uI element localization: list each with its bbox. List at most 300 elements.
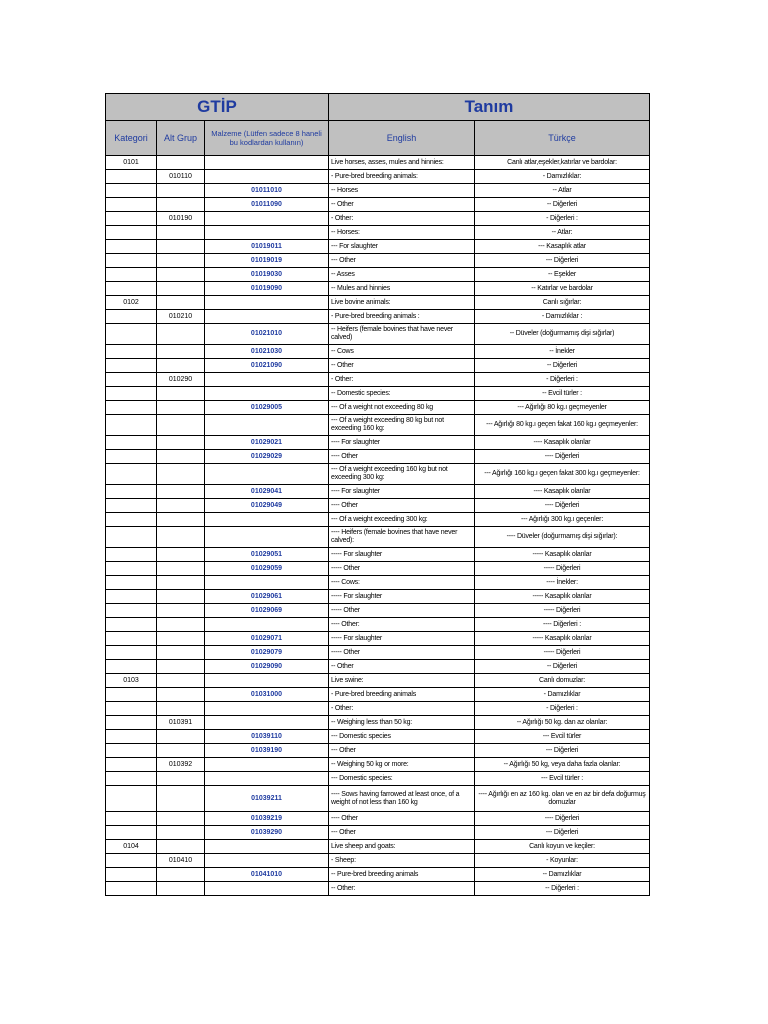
english-description-cell: ---- Other	[329, 812, 475, 826]
gtip-code-cell: 01029041	[205, 485, 329, 499]
english-description-cell: --- Other	[329, 744, 475, 758]
table-row	[106, 324, 650, 345]
kategori-cell: 0104	[106, 840, 157, 854]
table-row	[106, 359, 650, 373]
table-row	[106, 282, 650, 296]
alt-grup-cell	[157, 548, 205, 562]
turkce-description-cell: -- Evcil türler :	[475, 387, 650, 401]
gtip-code-cell: 01019090	[205, 282, 329, 296]
english-description-cell: - Pure-bred breeding animals:	[329, 170, 475, 184]
alt-grup-cell	[157, 499, 205, 513]
gtip-code-cell: 01029069	[205, 604, 329, 618]
table-row	[106, 840, 650, 854]
english-description-cell: ---- For slaughter	[329, 485, 475, 499]
english-description-cell: - Other:	[329, 702, 475, 716]
turkce-description-cell: ----- Kasaplık olanlar	[475, 590, 650, 604]
turkce-description-cell: Canlı sığırlar:	[475, 296, 650, 310]
kategori-cell	[106, 632, 157, 646]
kategori-cell	[106, 226, 157, 240]
turkce-description-cell: -- Atlar	[475, 184, 650, 198]
alt-grup-cell: 010210	[157, 310, 205, 324]
table-row	[106, 436, 650, 450]
alt-grup-cell	[157, 527, 205, 548]
alt-grup-cell	[157, 184, 205, 198]
table-row	[106, 826, 650, 840]
gtip-code-cell: 01019011	[205, 240, 329, 254]
gtip-code-cell	[205, 513, 329, 527]
kategori-cell	[106, 212, 157, 226]
kategori-cell	[106, 499, 157, 513]
english-description-cell: -- Cows	[329, 345, 475, 359]
turkce-description-cell: -- Damızlıklar	[475, 868, 650, 882]
gtip-code-cell: 01029049	[205, 499, 329, 513]
header-english: English	[329, 121, 475, 156]
kategori-cell	[106, 854, 157, 868]
table-row	[106, 688, 650, 702]
english-description-cell: Live bovine animals:	[329, 296, 475, 310]
header-gtip: GTİP	[106, 94, 329, 121]
kategori-cell	[106, 562, 157, 576]
table-row	[106, 387, 650, 401]
turkce-description-cell: ---- Diğerleri :	[475, 618, 650, 632]
gtip-code-cell: 01039211	[205, 786, 329, 812]
table-row	[106, 268, 650, 282]
table-row	[106, 562, 650, 576]
gtip-code-cell	[205, 576, 329, 590]
kategori-cell	[106, 198, 157, 212]
turkce-description-cell: ---- Düveler (doğurmamış dişi sığırlar):	[475, 527, 650, 548]
turkce-description-cell: -- Diğerleri	[475, 359, 650, 373]
kategori-cell	[106, 702, 157, 716]
alt-grup-cell: 010392	[157, 758, 205, 772]
kategori-cell	[106, 401, 157, 415]
kategori-cell	[106, 513, 157, 527]
kategori-cell	[106, 527, 157, 548]
gtip-code-cell	[205, 882, 329, 896]
gtip-code-cell	[205, 212, 329, 226]
gtip-code-cell: 01019019	[205, 254, 329, 268]
english-description-cell: -- Mules and hinnies	[329, 282, 475, 296]
alt-grup-cell: 010190	[157, 212, 205, 226]
kategori-cell	[106, 786, 157, 812]
gtip-code-cell	[205, 296, 329, 310]
english-description-cell: -- Weighing less than 50 kg:	[329, 716, 475, 730]
gtip-code-cell: 01039290	[205, 826, 329, 840]
table-row	[106, 548, 650, 562]
gtip-code-cell	[205, 527, 329, 548]
table-row	[106, 254, 650, 268]
table-row	[106, 310, 650, 324]
alt-grup-cell	[157, 674, 205, 688]
turkce-description-cell: ---- İnekler:	[475, 576, 650, 590]
gtip-code-cell: 01029005	[205, 401, 329, 415]
alt-grup-cell	[157, 688, 205, 702]
english-description-cell: - Other:	[329, 373, 475, 387]
gtip-code-cell	[205, 758, 329, 772]
alt-grup-cell	[157, 840, 205, 854]
kategori-cell	[106, 758, 157, 772]
table-row	[106, 604, 650, 618]
turkce-description-cell: ----- Kasaplık olanlar	[475, 632, 650, 646]
turkce-description-cell: ---- Kasaplık olanlar	[475, 485, 650, 499]
table-row	[106, 660, 650, 674]
gtip-code-cell	[205, 674, 329, 688]
turkce-description-cell: -- Diğerleri :	[475, 882, 650, 896]
table-row	[106, 212, 650, 226]
alt-grup-cell	[157, 436, 205, 450]
kategori-cell: 0101	[106, 156, 157, 170]
alt-grup-cell: 010391	[157, 716, 205, 730]
table-row	[106, 156, 650, 170]
kategori-cell	[106, 646, 157, 660]
alt-grup-cell	[157, 415, 205, 436]
turkce-description-cell: --- Ağırlığı 80 kg.ı geçmeyenler	[475, 401, 650, 415]
kategori-cell	[106, 604, 157, 618]
table-row	[106, 198, 650, 212]
kategori-cell	[106, 772, 157, 786]
gtip-code-cell: 01021090	[205, 359, 329, 373]
kategori-cell: 0103	[106, 674, 157, 688]
kategori-cell	[106, 282, 157, 296]
english-description-cell: ---- Other	[329, 450, 475, 464]
alt-grup-cell	[157, 387, 205, 401]
turkce-description-cell: --- Evcil türler	[475, 730, 650, 744]
english-description-cell: - Pure-bred breeding animals	[329, 688, 475, 702]
english-description-cell: Live swine:	[329, 674, 475, 688]
turkce-description-cell: ----- Diğerleri	[475, 604, 650, 618]
alt-grup-cell	[157, 324, 205, 345]
alt-grup-cell	[157, 485, 205, 499]
turkce-description-cell: --- Ağırlığı 160 kg.ı geçen fakat 300 kg.ı geçmeyenler:	[475, 464, 650, 485]
table-body	[106, 156, 650, 896]
english-description-cell: --- Of a weight exceeding 160 kg but not exceeding 300 kg:	[329, 464, 475, 485]
kategori-cell	[106, 268, 157, 282]
turkce-description-cell: ---- Ağırlığı en az 160 kg. olan ve en az bir defa doğurmuş domuzlar	[475, 786, 650, 812]
kategori-cell	[106, 485, 157, 499]
gtip-table	[105, 93, 650, 896]
english-description-cell: - Sheep:	[329, 854, 475, 868]
turkce-description-cell: --- Diğerleri	[475, 826, 650, 840]
table-row	[106, 576, 650, 590]
kategori-cell	[106, 730, 157, 744]
english-description-cell: ---- Sows having farrowed at least once, of a weight of not less than 160 kg	[329, 786, 475, 812]
alt-grup-cell	[157, 868, 205, 882]
english-description-cell: ---- For slaughter	[329, 436, 475, 450]
alt-grup-cell	[157, 450, 205, 464]
kategori-cell	[106, 464, 157, 485]
alt-grup-cell	[157, 240, 205, 254]
turkce-description-cell: - Koyunlar:	[475, 854, 650, 868]
alt-grup-cell	[157, 359, 205, 373]
alt-grup-cell	[157, 660, 205, 674]
gtip-code-cell	[205, 854, 329, 868]
english-description-cell: -- Pure-bred breeding animals	[329, 868, 475, 882]
turkce-description-cell: -- Ağırlığı 50 kg. dan az olanlar:	[475, 716, 650, 730]
table-row	[106, 373, 650, 387]
gtip-code-cell: 01039190	[205, 744, 329, 758]
kategori-cell	[106, 450, 157, 464]
kategori-cell	[106, 359, 157, 373]
kategori-cell	[106, 170, 157, 184]
english-description-cell: -- Other:	[329, 882, 475, 896]
english-description-cell: -- Other	[329, 198, 475, 212]
gtip-code-cell	[205, 387, 329, 401]
gtip-code-cell	[205, 716, 329, 730]
english-description-cell: --- Domestic species:	[329, 772, 475, 786]
gtip-code-cell: 01031000	[205, 688, 329, 702]
alt-grup-cell	[157, 812, 205, 826]
alt-grup-cell	[157, 345, 205, 359]
english-description-cell: ----- Other	[329, 604, 475, 618]
english-description-cell: ----- Other	[329, 646, 475, 660]
alt-grup-cell	[157, 226, 205, 240]
alt-grup-cell	[157, 156, 205, 170]
gtip-code-cell: 01011010	[205, 184, 329, 198]
turkce-description-cell: Canlı domuzlar:	[475, 674, 650, 688]
gtip-code-cell	[205, 310, 329, 324]
alt-grup-cell	[157, 744, 205, 758]
alt-grup-cell	[157, 576, 205, 590]
alt-grup-cell	[157, 590, 205, 604]
turkce-description-cell: ----- Diğerleri	[475, 562, 650, 576]
english-description-cell: -- Horses	[329, 184, 475, 198]
alt-grup-cell	[157, 882, 205, 896]
gtip-code-cell: 01029079	[205, 646, 329, 660]
table-row	[106, 401, 650, 415]
gtip-code-cell	[205, 618, 329, 632]
turkce-description-cell: --- Ağırlığı 80 kg.ı geçen fakat 160 kg.ı geçmeyenler:	[475, 415, 650, 436]
alt-grup-cell	[157, 513, 205, 527]
gtip-code-cell: 01029059	[205, 562, 329, 576]
header-tanim: Tanım	[329, 94, 650, 121]
kategori-cell	[106, 882, 157, 896]
english-description-cell: -- Heifers (female bovines that have never calved)	[329, 324, 475, 345]
turkce-description-cell: -- Diğerleri	[475, 198, 650, 212]
header-row-top	[106, 94, 650, 121]
table-row	[106, 513, 650, 527]
english-description-cell: --- Domestic species	[329, 730, 475, 744]
english-description-cell: Live sheep and goats:	[329, 840, 475, 854]
table-row	[106, 758, 650, 772]
turkce-description-cell: --- Ağırlığı 300 kg.ı geçenler:	[475, 513, 650, 527]
table-row	[106, 854, 650, 868]
table-row	[106, 485, 650, 499]
turkce-description-cell: Canlı koyun ve keçiler:	[475, 840, 650, 854]
english-description-cell: ---- Other:	[329, 618, 475, 632]
kategori-cell	[106, 415, 157, 436]
kategori-cell	[106, 254, 157, 268]
turkce-description-cell: - Diğerleri :	[475, 212, 650, 226]
turkce-description-cell: - Damızlıklar	[475, 688, 650, 702]
gtip-code-cell: 01039219	[205, 812, 329, 826]
kategori-cell	[106, 618, 157, 632]
gtip-code-cell: 01011090	[205, 198, 329, 212]
turkce-description-cell: -- Diğerleri	[475, 660, 650, 674]
table-row	[106, 450, 650, 464]
kategori-cell: 0102	[106, 296, 157, 310]
alt-grup-cell: 010410	[157, 854, 205, 868]
table-row	[106, 744, 650, 758]
turkce-description-cell: ----- Diğerleri	[475, 646, 650, 660]
kategori-cell	[106, 324, 157, 345]
table-row	[106, 240, 650, 254]
alt-grup-cell	[157, 702, 205, 716]
turkce-description-cell: Canlı atlar,eşekler,katırlar ve bardolar:	[475, 156, 650, 170]
english-description-cell: -- Domestic species:	[329, 387, 475, 401]
english-description-cell: ----- For slaughter	[329, 632, 475, 646]
english-description-cell: --- Of a weight not exceeding 80 kg	[329, 401, 475, 415]
table-row	[106, 464, 650, 485]
table-row	[106, 184, 650, 198]
alt-grup-cell	[157, 401, 205, 415]
kategori-cell	[106, 373, 157, 387]
kategori-cell	[106, 576, 157, 590]
english-description-cell: ---- Other	[329, 499, 475, 513]
gtip-code-cell: 01041010	[205, 868, 329, 882]
kategori-cell	[106, 812, 157, 826]
gtip-code-cell: 01039110	[205, 730, 329, 744]
english-description-cell: ---- Cows:	[329, 576, 475, 590]
table-row	[106, 296, 650, 310]
kategori-cell	[106, 387, 157, 401]
english-description-cell: --- Of a weight exceeding 300 kg:	[329, 513, 475, 527]
alt-grup-cell	[157, 296, 205, 310]
table-row	[106, 415, 650, 436]
gtip-code-cell: 01029021	[205, 436, 329, 450]
header-alt-grup: Alt Grup	[157, 121, 205, 156]
table-row	[106, 527, 650, 548]
english-description-cell: --- For slaughter	[329, 240, 475, 254]
turkce-description-cell: -- Eşekler	[475, 268, 650, 282]
alt-grup-cell	[157, 772, 205, 786]
english-description-cell: -- Other	[329, 359, 475, 373]
kategori-cell	[106, 826, 157, 840]
turkce-description-cell: -- Atlar:	[475, 226, 650, 240]
header-row-columns	[106, 121, 650, 156]
gtip-code-cell	[205, 170, 329, 184]
kategori-cell	[106, 436, 157, 450]
table-row	[106, 674, 650, 688]
turkce-description-cell: -- Düveler (doğurmamış dişi sığırlar)	[475, 324, 650, 345]
turkce-description-cell: ----- Kasaplık olanlar	[475, 548, 650, 562]
english-description-cell: - Pure-bred breeding animals :	[329, 310, 475, 324]
table-row	[106, 499, 650, 513]
turkce-description-cell: --- Kasaplık atlar	[475, 240, 650, 254]
turkce-description-cell: ---- Diğerleri	[475, 450, 650, 464]
gtip-code-cell: 01029061	[205, 590, 329, 604]
kategori-cell	[106, 688, 157, 702]
alt-grup-cell	[157, 198, 205, 212]
english-description-cell: Live horses, asses, mules and hinnies:	[329, 156, 475, 170]
header-kategori: Kategori	[106, 121, 157, 156]
alt-grup-cell	[157, 786, 205, 812]
english-description-cell: --- Other	[329, 826, 475, 840]
gtip-code-cell: 01029051	[205, 548, 329, 562]
english-description-cell: ----- For slaughter	[329, 590, 475, 604]
table-row	[106, 226, 650, 240]
turkce-description-cell: -- Katırlar ve bardolar	[475, 282, 650, 296]
english-description-cell: ----- For slaughter	[329, 548, 475, 562]
table-row	[106, 730, 650, 744]
table-row	[106, 646, 650, 660]
gtip-code-cell	[205, 373, 329, 387]
table-row	[106, 716, 650, 730]
kategori-cell	[106, 716, 157, 730]
turkce-description-cell: ---- Diğerleri	[475, 499, 650, 513]
alt-grup-cell	[157, 604, 205, 618]
alt-grup-cell	[157, 562, 205, 576]
alt-grup-cell	[157, 254, 205, 268]
alt-grup-cell	[157, 268, 205, 282]
kategori-cell	[106, 868, 157, 882]
table-row	[106, 772, 650, 786]
table-row	[106, 618, 650, 632]
alt-grup-cell	[157, 826, 205, 840]
kategori-cell	[106, 548, 157, 562]
table-row	[106, 786, 650, 812]
turkce-description-cell: ---- Diğerleri	[475, 812, 650, 826]
gtip-code-cell	[205, 772, 329, 786]
table-row	[106, 812, 650, 826]
table-row	[106, 170, 650, 184]
alt-grup-cell	[157, 464, 205, 485]
gtip-code-cell	[205, 415, 329, 436]
kategori-cell	[106, 184, 157, 198]
kategori-cell	[106, 240, 157, 254]
kategori-cell	[106, 310, 157, 324]
kategori-cell	[106, 590, 157, 604]
gtip-code-cell: 01029029	[205, 450, 329, 464]
english-description-cell: -- Weighing 50 kg or more:	[329, 758, 475, 772]
kategori-cell	[106, 345, 157, 359]
english-description-cell: -- Horses:	[329, 226, 475, 240]
turkce-description-cell: ---- Kasaplık olanlar	[475, 436, 650, 450]
table-row	[106, 632, 650, 646]
turkce-description-cell: --- Diğerleri	[475, 744, 650, 758]
gtip-code-cell	[205, 840, 329, 854]
turkce-description-cell: -- Ağırlığı 50 kg, veya daha fazla olanlar:	[475, 758, 650, 772]
header-malzeme: Malzeme (Lütfen sadece 8 haneli bu kodlardan kullanın)	[205, 121, 329, 156]
table-row	[106, 345, 650, 359]
alt-grup-cell	[157, 646, 205, 660]
english-description-cell: --- Of a weight exceeding 80 kg but not exceeding 160 kg:	[329, 415, 475, 436]
gtip-code-cell	[205, 702, 329, 716]
table-row	[106, 590, 650, 604]
alt-grup-cell	[157, 632, 205, 646]
turkce-description-cell: - Diğerleri :	[475, 702, 650, 716]
turkce-description-cell: --- Diğerleri	[475, 254, 650, 268]
english-description-cell: -- Other	[329, 660, 475, 674]
alt-grup-cell	[157, 282, 205, 296]
gtip-code-cell: 01021010	[205, 324, 329, 345]
gtip-code-cell: 01029071	[205, 632, 329, 646]
turkce-description-cell: --- Evcil türler :	[475, 772, 650, 786]
kategori-cell	[106, 660, 157, 674]
gtip-code-cell	[205, 226, 329, 240]
header-turkce: Türkçe	[475, 121, 650, 156]
gtip-code-cell	[205, 156, 329, 170]
table-row	[106, 882, 650, 896]
kategori-cell	[106, 744, 157, 758]
turkce-description-cell: - Diğerleri :	[475, 373, 650, 387]
turkce-description-cell: - Damızlıklar :	[475, 310, 650, 324]
turkce-description-cell: - Damızlıklar:	[475, 170, 650, 184]
alt-grup-cell: 010110	[157, 170, 205, 184]
gtip-code-cell: 01029090	[205, 660, 329, 674]
english-description-cell: ----- Other	[329, 562, 475, 576]
english-description-cell: - Other:	[329, 212, 475, 226]
english-description-cell: -- Asses	[329, 268, 475, 282]
